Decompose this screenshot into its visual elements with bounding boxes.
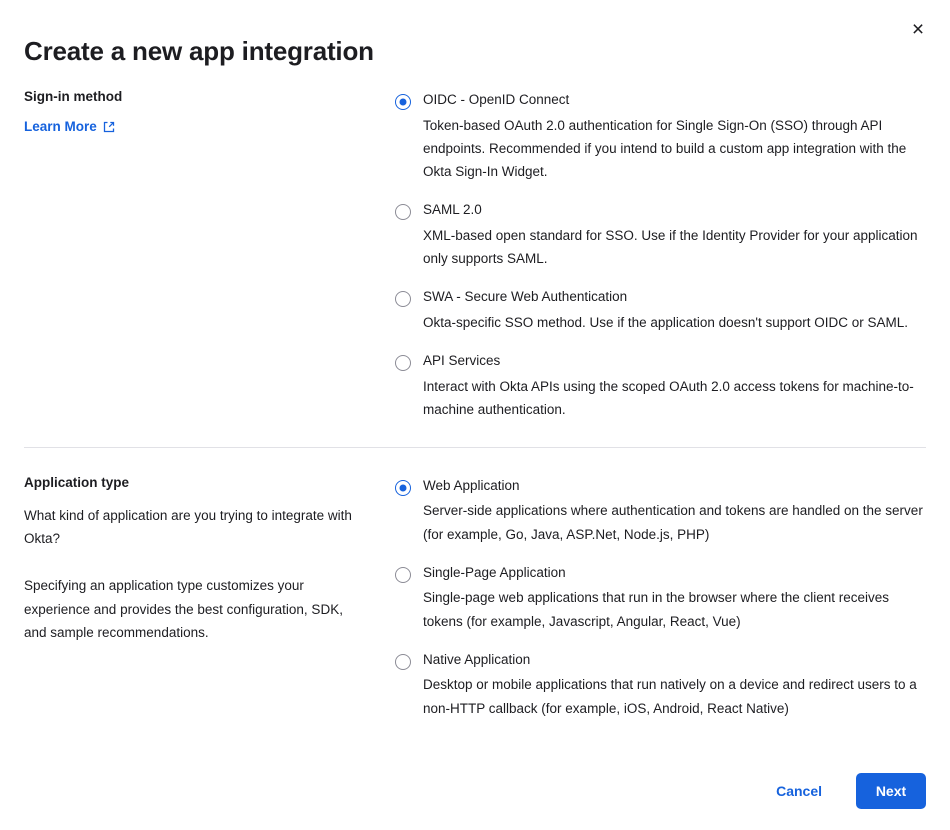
radio-option-saml[interactable] [395,201,926,270]
radio-api-services-input[interactable] [395,355,411,371]
page-title: Create a new app integration [24,36,374,66]
radio-option-oidc-title[interactable]: OIDC - OpenID Connect [423,92,570,107]
application-type-label: Application type [24,474,130,490]
signin-method-section [0,67,950,421]
cancel-button[interactable]: Cancel [758,774,840,808]
radio-option-web-application[interactable] [395,477,926,546]
radio-option-api-services-title[interactable]: API Services [423,352,501,368]
radio-option-native-application[interactable] [395,651,926,720]
radio-option-saml-title[interactable]: SAML 2.0 [423,202,482,218]
signin-method-label: Sign-in method [24,89,123,104]
radio-web-application-input[interactable] [395,480,411,496]
signin-method-options [395,89,926,421]
radio-option-api-services[interactable] [395,352,926,421]
radio-swa-input[interactable] [395,291,411,307]
radio-option-api-services-body [423,352,926,421]
radio-option-single-page-application[interactable] [395,564,926,633]
radio-option-web-application-desc: Server-side applications where authentication and tokens are handled on the server (for example, Go, Java, ASP.Net, Node.js, PHP) [423,503,923,542]
radio-option-web-application-title[interactable]: Web Application [423,477,520,493]
application-type-section [0,448,950,720]
radio-option-oidc-body [423,91,926,183]
signin-method-left [24,89,395,421]
close-icon[interactable]: × [904,16,932,44]
radio-option-oidc-desc: Token-based OAuth 2.0 authentication for Single Sign-On (SSO) through API endpoints. Recommended if you intend to build a custom app integration with the Okta Sign-In Widget. [423,117,907,179]
radio-option-swa-title[interactable]: SWA - Secure Web Authentication [423,289,628,305]
radio-option-oidc[interactable] [395,91,926,183]
radio-option-native-application-body [423,651,926,720]
next-button[interactable]: Next [856,773,926,809]
radio-option-single-page-application-desc: Single-page web applications that run in the browser where the client receives tokens (for example, Javascript, Angular, React, Vue) [423,590,890,629]
radio-option-native-application-title[interactable]: Native Application [423,651,531,667]
application-type-options [395,475,926,720]
radio-option-single-page-application-title[interactable]: Single-Page Application [423,564,566,580]
learn-more-label: Learn More [24,119,97,134]
radio-saml-input[interactable] [395,204,411,220]
radio-option-single-page-application-body [423,564,926,633]
learn-more-link[interactable] [24,119,115,134]
radio-option-swa-body [423,288,926,334]
radio-option-swa[interactable] [395,288,926,334]
radio-option-web-application-body [423,477,926,546]
radio-option-saml-desc: XML-based open standard for SSO. Use if the Identity Provider for your application only supports SAML. [423,227,918,266]
radio-option-swa-desc: Okta-specific SSO method. Use if the application doesn't support OIDC or SAML. [423,314,909,330]
application-type-helper-2: Specifying an application type customizes your experience and provides the best configuration, SDK, and sample recommendations. [24,578,343,640]
radio-option-api-services-desc: Interact with Okta APIs using the scoped OAuth 2.0 access tokens for machine-to-machine authentication. [423,378,914,417]
application-type-helper-1: What kind of application are you trying to integrate with Okta? [24,507,352,547]
dialog-footer [0,766,950,830]
radio-option-native-application-desc: Desktop or mobile applications that run natively on a device and redirect users to a non-HTTP callback (for example, iOS, Android, React Native) [423,677,917,716]
radio-single-page-application-input[interactable] [395,567,411,583]
radio-option-saml-body [423,201,926,270]
application-type-left [24,475,395,720]
radio-oidc-input[interactable] [395,94,411,110]
radio-native-application-input[interactable] [395,654,411,670]
external-link-icon [103,121,115,133]
